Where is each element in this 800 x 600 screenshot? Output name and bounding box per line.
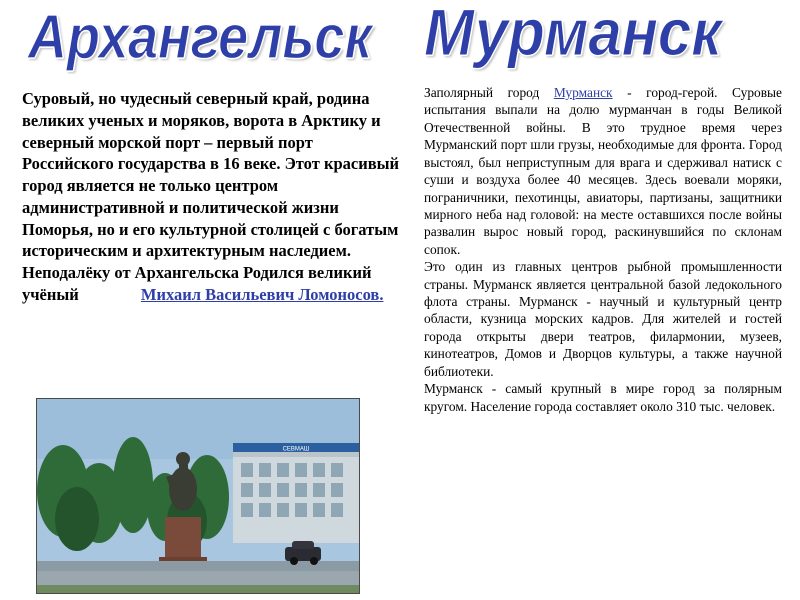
right-column-text [424,84,782,415]
right-paragraph-3: Мурманск - самый крупный в мире город за полярным кругом. Население города составляет около 310 тыс. человек. [424,381,782,414]
right-p1-before: Заполярный город [424,85,554,100]
left-column-text [22,88,402,306]
murmansk-link[interactable]: Мурманск [553,85,613,100]
title-murmansk: Мурманск [424,0,722,70]
photo-illustration [37,399,359,593]
svg-text:СЕВМАШ: СЕВМАШ [282,446,310,453]
right-p1-after: - город-герой. Суровые испытания выпали на долю мурманчан в годы Великой Отечественной войны. В это трудное время через Мурманский порт шли грузы, необходимые для фронта. Город выстоял, был неприступным для врага и сдерживал натиск с суши и воздуха более 40 месяцев. Здесь воевали моряки, пограничники, пехотинцы, авиаторы, партизаны, защитники мирного неба над головой: на месте оставшихся после войны развалин вырос новый город, раскинувшийся по склонам сопок. [424,85,782,257]
left-body-text: Суровый, но чудесный северный край, родина великих ученых и моряков, ворота в Арктику и северный морской порт – первый порт Российского государства в 16 веке. Этот красивый город является не только центром административной и политической жизни Поморья, но и его культурной столицей с богатым историческим и архитектурным наследием. Неподалёку от Архангельска Родился великий учёный [22,89,400,304]
right-paragraph-2: Это один из главных центров рыбной промышленности страны. Мурманск является центральной базой ледокольного флота страны. Мурманск - научный и культурный центр области, кузница морских кадров. Для жителей и гостей города открыты двери театров, филармонии, музеев, кинотеатров, Домов и Дворцов культуры, а также научной библиотеки. [424,259,782,379]
lomonosov-link[interactable]: Михаил Васильевич Ломоносов. [140,284,384,304]
arkhangelsk-photo [36,398,360,594]
title-arkhangelsk: Архангельск [28,2,372,72]
right-paragraph-1 [424,84,782,258]
